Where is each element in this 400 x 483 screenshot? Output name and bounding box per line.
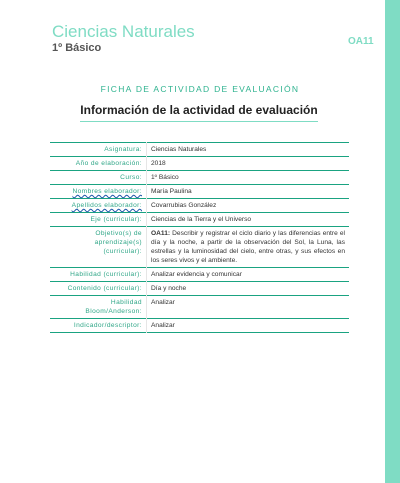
activity-info-table [50,142,349,333]
row-label: Asignatura: [50,143,147,157]
table-row [50,296,349,319]
table-row [50,282,349,296]
table-row [50,185,349,199]
row-label: Eje (curricular): [50,213,147,227]
row-value: Analizar [151,299,175,306]
row-value [147,227,350,268]
table-row [50,213,349,227]
row-value: 1º Básico [151,174,179,181]
row-label: Indicador/descriptor: [50,319,147,333]
table-row [50,143,349,157]
row-value: Ciencias Naturales [151,146,207,153]
table-row [50,268,349,282]
row-label: Habilidad Bloom/Anderson: [50,296,147,319]
row-label: Año de elaboración: [50,157,147,171]
row-value: 2018 [151,160,166,167]
row-label [50,199,147,213]
table-row [50,227,349,268]
grade-subtitle: 1º Básico [52,42,102,54]
row-value: Día y noche [151,285,187,292]
objective-code: OA11 [348,36,374,47]
row-value: María Paulina [151,188,192,195]
section-label: FICHA DE ACTIVIDAD DE EVALUACIÓN [100,84,300,94]
right-accent-bar [385,0,400,483]
row-value: Analizar evidencia y comunicar [151,271,242,278]
row-label: Habilidad (curricular): [50,268,147,282]
page-heading: Información de la actividad de evaluación [80,103,318,122]
objective-text: Describir y registrar el ciclo diario y las diferencias entre el día y la noche, a partir de la observación del Sol, la Luna, las estrellas y la luminosidad del cielo, entre otras, y sus efectos en los seres vivos y el ambiente. [151,230,345,264]
table-row [50,157,349,171]
row-label: Curso: [50,171,147,185]
row-label-text: Apellidos elaborador: [71,202,142,209]
table-row [50,199,349,213]
table-row [50,171,349,185]
row-label [50,185,147,199]
row-label: Contenido (curricular): [50,282,147,296]
table-row [50,319,349,333]
subject-title: Ciencias Naturales [52,22,195,41]
row-value: Covarrubias González [151,202,217,209]
row-label: Objetivo(s) de aprendizaje(s) (curricular): [50,227,147,268]
row-label-text: Nombres elaborador: [72,188,142,195]
row-value: Ciencias de la Tierra y el Universo [151,216,252,223]
objective-code-inline: OA11: [151,230,171,237]
row-value: Analizar [151,322,175,329]
